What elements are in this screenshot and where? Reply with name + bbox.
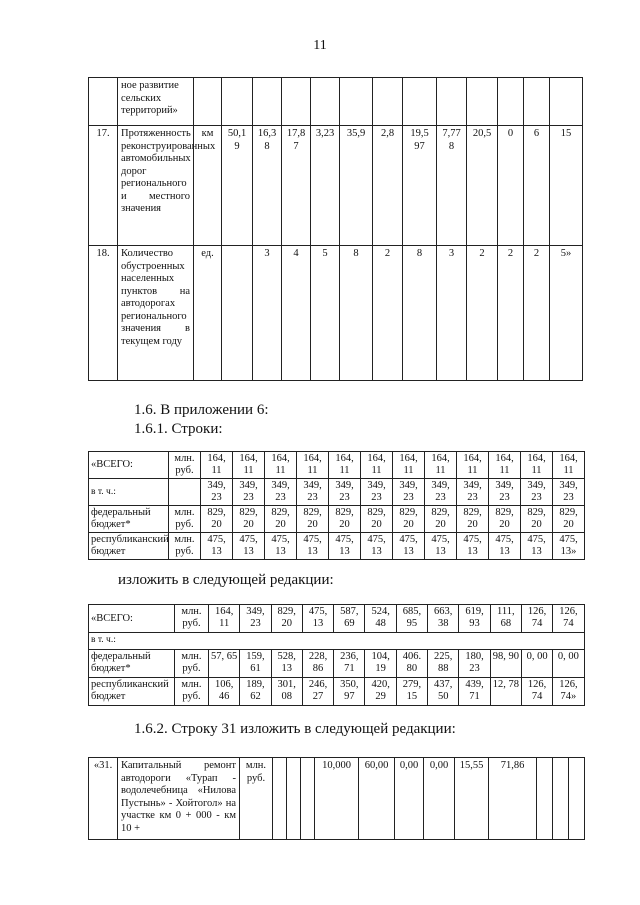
value-cell: 829, 20 [489,506,521,533]
value-cell: 7,77 8 [437,126,467,246]
value-cell: 349, 23 [553,479,585,506]
value-cell: 279, 15 [396,678,427,706]
value-cell: 2,8 [373,126,403,246]
value-cell: 685, 95 [396,605,427,633]
row-31-table [88,757,585,840]
unit-cell: млн. руб. [169,533,201,560]
value-cell: 349, 23 [265,479,297,506]
value-cell: 349, 23 [457,479,489,506]
value-cell: 829, 20 [233,506,265,533]
value-cell: 164, 11 [489,452,521,479]
value-cell: 475, 13 [297,533,329,560]
value-cell [273,758,287,840]
value-cell: 829, 20 [271,605,302,633]
value-cell: 5 [311,246,340,381]
value-cell: 50,1 9 [222,126,253,246]
value-cell: 475, 13 [329,533,361,560]
value-cell: 2 [524,246,550,381]
table-row [89,452,585,479]
row-label: федеральный бюджет* [89,650,175,678]
value-cell: 10,000 [315,758,359,840]
row-label: «ВСЕГО: [89,605,175,633]
value-cell: 829, 20 [361,506,393,533]
value-cell: 663, 38 [428,605,459,633]
row-label: в т. ч.: [89,479,169,506]
value-cell: 98, 90 [490,650,521,678]
value-cell: 349, 23 [425,479,457,506]
value-cell: 475, 13 [393,533,425,560]
value-cell: 349, 23 [393,479,425,506]
unit-cell: млн. руб. [175,605,209,633]
value-cell: 15 [550,126,583,246]
value-cell: 0,00 [424,758,455,840]
value-cell: 180, 23 [459,650,490,678]
funding-table-old [88,451,585,560]
value-cell: 126, 74 [553,605,584,633]
value-cell: 164, 11 [425,452,457,479]
value-cell [569,758,585,840]
value-cell: 0,00 [395,758,424,840]
value-cell: 528, 13 [271,650,302,678]
value-cell: 164, 11 [393,452,425,479]
indicator-name: Капитальный ремонт автодороги «Турап - водолечебница «Нилова Пустынь» - Хойтогол» на участке км 0 + 000 - км 10 + [118,758,240,840]
value-cell: 349, 23 [489,479,521,506]
unit-cell: млн. руб. [240,758,273,840]
value-cell: 6 [524,126,550,246]
value-cell: 829, 20 [393,506,425,533]
value-cell: 164, 11 [233,452,265,479]
value-cell: 349, 23 [297,479,329,506]
value-cell: 619, 93 [459,605,490,633]
value-cell: 3 [437,246,467,381]
row-label: федеральный бюджет* [89,506,169,533]
value-cell: 0, 00 [553,650,584,678]
value-cell: 829, 20 [329,506,361,533]
value-cell: 301, 08 [271,678,302,706]
value-cell: 246, 27 [302,678,333,706]
value-cell: 2 [467,246,498,381]
value-cell: 349, 23 [240,605,271,633]
value-cell: 35,9 [340,126,373,246]
value-cell: 159, 61 [240,650,271,678]
value-cell [222,246,253,381]
indicators-table [88,77,583,381]
value-cell: 349, 23 [201,479,233,506]
table-row [89,678,585,706]
value-cell: 439, 71 [459,678,490,706]
value-cell: 587, 69 [334,605,365,633]
value-cell: 829, 20 [553,506,585,533]
section-heading: 1.6.1. Строки: [134,421,223,437]
value-cell: 2 [373,246,403,381]
value-cell: 20,5 [467,126,498,246]
section-heading: изложить в следующей редакции: [118,572,334,588]
value-cell: 3 [253,246,282,381]
value-cell: 189, 62 [240,678,271,706]
value-cell: 57, 65 [209,650,240,678]
value-cell: 126, 74 [521,605,552,633]
value-cell: 12, 78 [490,678,521,706]
value-cell: 126, 74» [553,678,584,706]
value-cell: 475, 13» [553,533,585,560]
row-label: в т. ч.: [89,633,585,650]
value-cell: 236, 71 [334,650,365,678]
table-row [89,246,583,381]
row-number: «31. [89,758,118,840]
value-cell: 126, 74 [521,678,552,706]
value-cell: 106, 46 [209,678,240,706]
unit-cell: км [194,126,222,246]
value-cell: 16,3 8 [253,126,282,246]
value-cell: 15,55 [455,758,489,840]
value-cell: 19,5 97 [403,126,437,246]
value-cell: 164, 11 [209,605,240,633]
indicator-name: Протяженность реконструированных автомобильных дорог регионального и местного значения [118,126,194,246]
value-cell: 17,8 7 [282,126,311,246]
value-cell: 829, 20 [521,506,553,533]
table-row [89,758,585,840]
section-heading: 1.6.2. Строку 31 изложить в следующей редакции: [134,721,456,737]
value-cell: 829, 20 [297,506,329,533]
unit-cell: млн. руб. [169,452,201,479]
value-cell: 475, 13 [201,533,233,560]
table-row [89,479,585,506]
page-number: 11 [313,38,327,53]
value-cell: 349, 23 [233,479,265,506]
row-number: 17. [89,126,118,246]
value-cell [287,758,301,840]
value-cell: 829, 20 [201,506,233,533]
value-cell: 164, 11 [361,452,393,479]
value-cell: 475, 13 [361,533,393,560]
value-cell: 350, 97 [334,678,365,706]
unit-cell: млн. руб. [169,506,201,533]
row-label: республиканский бюджет [89,533,169,560]
row-label: республиканский бюджет [89,678,175,706]
value-cell: 60,00 [359,758,395,840]
funding-table-new [88,604,585,706]
value-cell: 111, 68 [490,605,521,633]
value-cell: 104, 19 [365,650,396,678]
value-cell: 475, 13 [233,533,265,560]
table-row [89,533,585,560]
value-cell: 349, 23 [521,479,553,506]
table-row [89,650,585,678]
value-cell: 349, 23 [329,479,361,506]
value-cell: 164, 11 [521,452,553,479]
value-cell: 225, 88 [428,650,459,678]
table-row [89,126,583,246]
unit-cell [169,479,201,506]
value-cell: 475, 13 [425,533,457,560]
value-cell: 3,23 [311,126,340,246]
value-cell: 420, 29 [365,678,396,706]
value-cell: 475, 13 [521,533,553,560]
section-heading: 1.6. В приложении 6: [134,402,269,418]
unit-cell: ед. [194,246,222,381]
value-cell [537,758,553,840]
table-row [89,633,585,650]
unit-cell: млн. руб. [175,650,209,678]
table-row [89,78,583,126]
table-row [89,506,585,533]
unit-cell: млн. руб. [175,678,209,706]
indicator-name: Количество обустроенных населенных пунктов на автодорогах регионального значения в текущем году [118,246,194,381]
value-cell: 475, 13 [457,533,489,560]
value-cell: 164, 11 [297,452,329,479]
value-cell: 475, 13 [489,533,521,560]
value-cell: 829, 20 [265,506,297,533]
value-cell: 164, 11 [457,452,489,479]
table-row [89,605,585,633]
value-cell: 8 [340,246,373,381]
row-number: 18. [89,246,118,381]
value-cell: 524, 48 [365,605,396,633]
value-cell: 2 [498,246,524,381]
row-label: «ВСЕГО: [89,452,169,479]
value-cell: 406. 80 [396,650,427,678]
value-cell: 349, 23 [361,479,393,506]
value-cell: 437, 50 [428,678,459,706]
value-cell: 164, 11 [265,452,297,479]
value-cell: 164, 11 [201,452,233,479]
value-cell: 4 [282,246,311,381]
value-cell [301,758,315,840]
value-cell: 228, 86 [302,650,333,678]
value-cell: 475, 13 [302,605,333,633]
value-cell: 475, 13 [265,533,297,560]
value-cell [553,758,569,840]
value-cell: 71,86 [489,758,537,840]
value-cell: 5» [550,246,583,381]
value-cell: 0, 00 [521,650,552,678]
indicator-name: ное развитие сельских территорий» [118,78,194,126]
value-cell: 0 [498,126,524,246]
value-cell: 164, 11 [329,452,361,479]
value-cell: 829, 20 [425,506,457,533]
value-cell: 164, 11 [553,452,585,479]
value-cell: 829, 20 [457,506,489,533]
value-cell: 8 [403,246,437,381]
